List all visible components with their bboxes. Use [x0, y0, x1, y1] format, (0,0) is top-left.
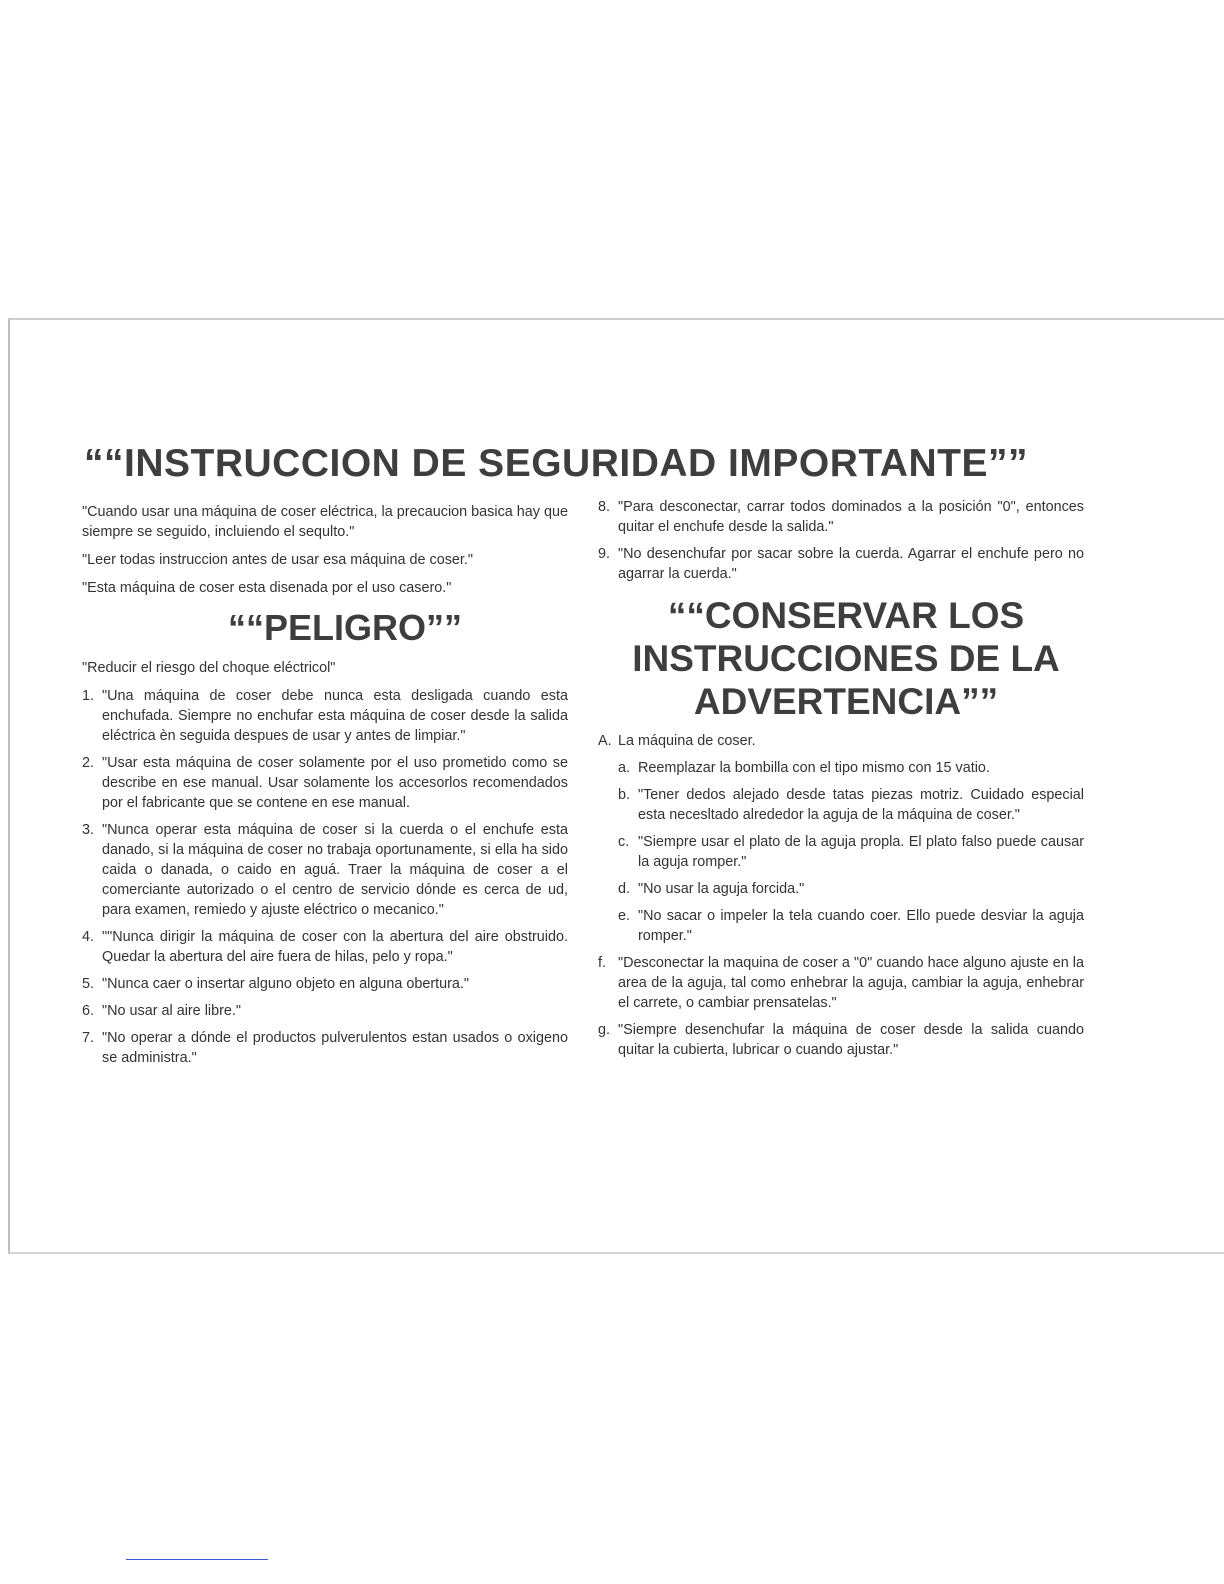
intro-paragraph: "Cuando usar una máquina de coser eléctrica, la precaucion basica hay que siempre se seguido, incluiendo el sequlto." — [82, 504, 568, 540]
list-item — [598, 497, 1084, 537]
item-text: "Una máquina de coser debe nunca esta desligada cuando esta enchufada. Siempre no enchufar esta máquina de coser desde la salida eléctrica èn seguida despues de usar y antes de limpiar." — [102, 688, 568, 744]
item-text: Reemplazar la bombilla con el tipo mismo con 15 vatio. — [638, 760, 990, 776]
item-text: "No operar a dónde el productos pulverulentos estan usados o oxigeno se administra." — [102, 1030, 568, 1066]
item-number: f. — [598, 955, 606, 971]
page-title: ““INSTRUCCION DE SEGURIDAD IMPORTANTE”” — [84, 442, 1028, 485]
right-column — [598, 497, 1084, 1067]
item-number: 1. — [82, 688, 95, 704]
item-text: "Usar esta máquina de coser solamente por el uso prometido como se describe en ese manual. Usar solamente los accesorlos recomendados por el fabricante que se contene en ese manual. — [102, 755, 568, 811]
item-text: "Nunca caer o insertar alguno objeto en alguna obertura." — [102, 976, 470, 992]
section-text: La máquina de coser. — [618, 733, 756, 749]
list-item — [82, 927, 568, 967]
list-item — [618, 785, 1084, 825]
item-text: "Siempre usar el plato de la aguja propla. El plato falso puede causar la aguja romper." — [638, 834, 1084, 870]
list-item — [82, 820, 568, 920]
list-item — [618, 758, 1084, 778]
list-item — [618, 832, 1084, 872]
item-text: "Tener dedos alejado desde tatas piezas motriz. Cuidado especial esta necesltado alrededor la aguja de la máquina de coser." — [638, 787, 1084, 823]
sub-list — [618, 758, 1084, 946]
item-text: "Para desconectar, carrar todos dominados a la posición "0", entonces quitar el enchufe desde la salida." — [618, 499, 1084, 535]
list-item — [82, 1001, 568, 1021]
list-item — [598, 544, 1084, 584]
item-text: ""Nunca dirigir la máquina de coser con la abertura del aire obstruido. Quedar la abertura del aire fuera de hilas, pelo y ropa." — [102, 929, 568, 965]
list-item — [598, 953, 1084, 1013]
left-column — [82, 502, 568, 1075]
list-item — [82, 1028, 568, 1068]
item-text: "Siempre desenchufar la máquina de coser desde la salida cuando quitar la cubierta, lubricar o cuando ajustar." — [618, 1022, 1084, 1058]
list-item — [618, 879, 1084, 899]
item-number: 5. — [82, 976, 95, 992]
item-number: g. — [598, 1022, 611, 1038]
list-item — [82, 753, 568, 813]
peligro-subtitle: "Reducir el riesgo del choque eléctricol" — [82, 660, 336, 676]
intro-paragraph: "Esta máquina de coser esta disenada por el uso casero." — [82, 580, 452, 596]
item-number: 8. — [598, 499, 611, 515]
peligro-heading: ““PELIGRO”” — [227, 607, 463, 648]
list-item — [618, 906, 1084, 946]
item-number: 3. — [82, 822, 95, 838]
item-text: "No sacar o impeler la tela cuando coer. Ello puede desviar la aguja romper." — [638, 908, 1084, 944]
item-number: 4. — [82, 929, 95, 945]
list-item — [598, 1020, 1084, 1060]
conservar-heading: ““CONSERVAR LOS INSTRUCCIONES DE LA ADVERTENCIA”” — [632, 595, 1060, 722]
list-item — [82, 686, 568, 746]
item-number: 9. — [598, 546, 611, 562]
section-letter: A. — [598, 733, 612, 749]
item-number: a. — [618, 760, 631, 776]
item-number: c. — [618, 834, 630, 850]
item-text: "No usar al aire libre." — [102, 1003, 241, 1019]
item-number: e. — [618, 908, 631, 924]
item-text: "Nunca operar esta máquina de coser si la cuerda o el enchufe esta danado, si la máquina de coser no trabaja oportunamente, si ella ha sido caida o danada, o caido en aguá. Traer la máquina de coser a el comerciante autorizado o el centro de servicio dónde es cerca de ud, para examen, remiedo y ajuste eléctrico o mecanico." — [102, 822, 568, 918]
item-text: "No desenchufar por sacar sobre la cuerda. Agarrar el enchufe pero no agarrar la cuerda." — [618, 546, 1084, 582]
section-heading — [598, 731, 1084, 751]
item-number: 6. — [82, 1003, 95, 1019]
intro-paragraph: "Leer todas instruccion antes de usar esa máquina de coser." — [82, 552, 473, 568]
item-number: 2. — [82, 755, 95, 771]
item-number: b. — [618, 787, 631, 803]
item-number: 7. — [82, 1030, 95, 1046]
item-text: "Desconectar la maquina de coser a "0" cuando hace alguno ajuste en la area de la aguja, tal como enhebrar la aguja, cambiar la aguja, enhebrar el carrete, o cambiar prensatelas." — [618, 955, 1084, 1011]
bottom-link-underline — [126, 1559, 268, 1560]
item-text: "No usar la aguja forcida." — [638, 881, 805, 897]
list-item — [82, 974, 568, 994]
item-number: d. — [618, 881, 631, 897]
